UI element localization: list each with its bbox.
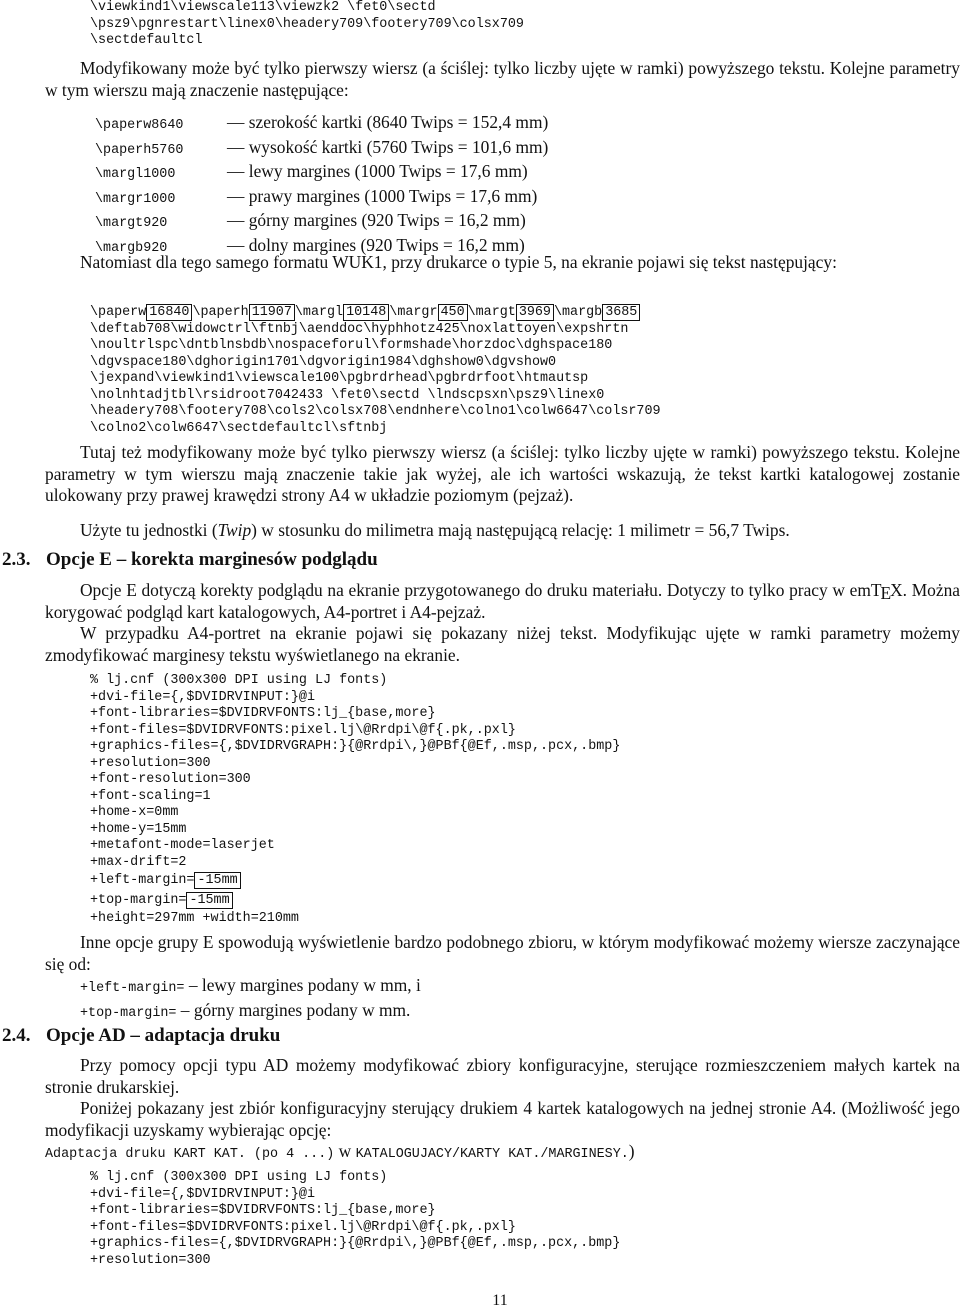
menu-path: KATALOGUJACY/KARTY KAT./MARGINESY.	[355, 1147, 629, 1163]
boxed-value: 3969	[516, 304, 554, 321]
code-line: \deftab708\widowctrl\ftnbj\aenddoc\hyphhotz425\noxlattoyen\expshrtn	[90, 321, 629, 337]
code-line: +font-libraries=$DVIDRVFONTS:lj_{base,more}	[90, 706, 436, 721]
paragraph-text: Użyte tu jednostki (	[80, 520, 218, 540]
option-key: +top-margin=	[80, 1005, 177, 1021]
parameter-row	[95, 186, 548, 211]
option-desc: – lewy margines podany w mm, i	[184, 975, 421, 995]
section-number: 2.3.	[2, 549, 31, 570]
boxed-value: 450	[438, 304, 468, 321]
code-line: +metafont-mode=laserjet	[90, 838, 275, 853]
paragraph-text: Przy pomocy opcji typu AD możemy modyfikować zbiory konfiguracyjne, sterujące rozmieszczeniem małych kartek na stronie drukarskiej.	[45, 1055, 960, 1097]
code-line-boxed	[90, 871, 620, 891]
parameter-row	[95, 161, 548, 186]
code-line: % lj.cnf (300x300 DPI using LJ fonts)	[90, 673, 388, 688]
code-line: +resolution=300	[90, 1252, 211, 1268]
code-line: +resolution=300	[90, 755, 211, 771]
boxed-value: 16840	[146, 304, 192, 321]
list-item	[80, 975, 960, 1000]
code-line: +height=297mm +width=210mm	[90, 911, 299, 926]
code-line-boxed	[90, 891, 620, 911]
boxed-value: -15mm	[186, 892, 232, 909]
section-title: Opcje AD – adaptacja druku	[46, 1025, 281, 1046]
parameter-desc: — prawy margines (1000 Twips = 17,6 mm)	[227, 185, 538, 206]
paragraph-text: Poniżej pokazany jest zbiór konfiguracyjny sterujący drukiem 4 kartek katalogowych na jednej stronie A4. (Możliwość jego modyfikacji uzyskamy wybierając opcję:	[45, 1098, 960, 1140]
code-line: +home-x=0mm	[90, 805, 179, 820]
paragraph-wuk1	[45, 252, 960, 274]
paragraph-text: Opcje E dotyczą korekty podglądu na ekranie przygotowanego do druku materiału. Dotyczy to tylko pracy w em	[80, 580, 871, 600]
code-line: +graphics-files={,$DVIDRVGRAPH:}{@Rrdpi\,}@PBf{@Ef,.msp,.pcx,.bmp}	[90, 1236, 621, 1251]
code-line: \jexpand\viewkind1\viewscale100\pgbrdrhead\pgbrdrfoot\htmautsp	[90, 371, 589, 386]
section-heading-2-3	[2, 549, 378, 571]
code-line: +home-y=15mm	[90, 821, 187, 837]
tex-x: X	[890, 580, 903, 600]
paragraph-a4-portrait	[45, 623, 960, 666]
code-block-rtf-header	[90, 0, 524, 50]
option-desc: – górny margines podany w mm.	[176, 999, 411, 1020]
menu-path: Adaptacja druku KART KAT. (po 4 ...)	[45, 1147, 335, 1163]
code-line: +font-files=$DVIDRVFONTS:pixel.lj\@Rrdpi\@f{.pk,.pxl}	[90, 722, 516, 738]
paragraph-options-ad	[45, 1055, 960, 1098]
paragraph-text: )	[628, 1141, 635, 1162]
parameter-row	[95, 210, 548, 235]
paragraph-other-options	[45, 932, 960, 975]
code-line: \colno2\colw6647\sectdefaultcl\sftnbj	[90, 420, 388, 436]
code-key: +left-margin=	[90, 873, 195, 888]
parameter-desc: — dolny margines (920 Twips = 16,2 mm)	[227, 234, 525, 255]
code-key: \margl	[294, 305, 344, 320]
parameter-desc: — górny margines (920 Twips = 16,2 mm)	[227, 210, 526, 231]
boxed-value: -15mm	[194, 872, 240, 889]
paragraph-explanation	[45, 442, 960, 507]
twip-term: Twip	[217, 520, 252, 540]
boxed-value: 3685	[602, 304, 640, 321]
parameter-key: \margl1000	[95, 167, 176, 183]
code-line: % lj.cnf (300x300 DPI using LJ fonts)	[90, 1170, 388, 1185]
paragraph-text: Natomiast dla tego samego formatu WUK1, przy drukarce o typie 5, na ekranie pojawi się tekst następujący:	[80, 252, 837, 272]
parameter-desc: — wysokość kartki (5760 Twips = 101,6 mm)	[227, 136, 549, 157]
section-heading-2-4	[2, 1025, 280, 1047]
paragraph-options-e	[45, 580, 960, 623]
paragraph-config-file	[45, 1098, 960, 1166]
paragraph-intro	[45, 58, 960, 101]
code-line: +max-drift=2	[90, 854, 187, 870]
code-key: \margt	[467, 305, 516, 320]
paragraph-text: Tutaj też modyfikowany może być tylko pierwszy wiersz (a ściślej: tylko liczby ujęte w ramki) powyższego tekstu. Kolejne parametry w tym wierszu mają znaczenie takie jak wyżej, ale ich wartości wskazują, że tekst kartki katalogowej zostanie ulokowany przy prawej krawędzi strony A4 w układzie poziomym (pejzaż).	[45, 442, 960, 506]
paragraph-text: w	[334, 1141, 356, 1162]
parameter-key: \margb920	[95, 240, 168, 256]
code-line: \sectdefaultcl	[90, 33, 203, 48]
tex-e: E	[880, 583, 892, 603]
code-key: \margb	[553, 305, 603, 320]
parameter-desc: — lewy margines (1000 Twips = 17,6 mm)	[227, 161, 528, 182]
code-line-boxed	[90, 305, 661, 322]
code-line: \nolnhtadjtbl\rsidroot7042433 \fet0\sectd \lndscpsxn\psz9\linex0	[90, 387, 605, 403]
paragraph-text: . Można korygować podgląd kart katalogowych, A4-portret i A4-pejzaż.	[45, 580, 960, 622]
paragraph-text: ) w stosunku do milimetra mają następującą relację: 1 milimetr = 56,7 Twips.	[251, 520, 790, 540]
list-item	[80, 1000, 960, 1025]
code-line: +font-scaling=1	[90, 788, 211, 804]
page-number: 11	[492, 1292, 508, 1309]
parameter-key: \paperh5760	[95, 142, 184, 158]
option-key: +left-margin=	[80, 981, 185, 996]
code-line: +font-files=$DVIDRVFONTS:pixel.lj\@Rrdpi\@f{.pk,.pxl}	[90, 1219, 516, 1235]
parameter-row	[95, 112, 548, 137]
code-block-lj-cnf-4	[90, 1170, 620, 1269]
paragraph-text: W przypadku A4-portret na ekranie pojawi się pokazany niżej tekst. Modyfikując ujęte w ramki parametry możemy zmodyfikować marginesy tekstu wyświetlanego na ekranie.	[45, 623, 960, 665]
boxed-value: 10148	[343, 304, 389, 321]
tex-t: T	[870, 580, 882, 600]
boxed-value: 11907	[249, 304, 295, 321]
margin-options-list	[80, 975, 960, 1024]
code-line: +font-libraries=$DVIDRVFONTS:lj_{base,more}	[90, 1203, 436, 1218]
code-line: +graphics-files={,$DVIDRVGRAPH:}{@Rrdpi\,}@PBf{@Ef,.msp,.pcx,.bmp}	[90, 739, 621, 754]
parameter-list	[95, 112, 548, 260]
section-number: 2.4.	[2, 1025, 31, 1046]
parameter-key: \margr1000	[95, 191, 176, 207]
code-line: +dvi-file={,$DVIDRVINPUT:}@i	[90, 1186, 315, 1202]
parameter-key: \margt920	[95, 216, 168, 232]
parameter-desc: — szerokość kartki (8640 Twips = 152,4 mm)	[227, 112, 549, 132]
code-line: +font-resolution=300	[90, 772, 251, 787]
code-key: \paperw	[90, 305, 147, 320]
code-key: +top-margin=	[90, 893, 187, 908]
paragraph-text: Inne opcje grupy E spowodują wyświetlenie bardzo podobnego zbioru, w którym modyfikować możemy wiersze zaczynające się od:	[45, 932, 960, 974]
parameter-key: \paperw8640	[95, 118, 184, 133]
code-line: \viewkind1\viewscale113\viewzk2 \fet0\sectd	[90, 0, 436, 15]
code-line: \psz9\pgnrestart\linex0\headery709\footery709\colsx709	[90, 16, 524, 32]
code-block-lj-cnf	[90, 673, 620, 928]
code-line: \headery708\footery708\cols2\colsx708\endnhere\colno1\colw6647\colsr709	[90, 404, 661, 419]
paragraph-text: Modyfikowany może być tylko pierwszy wiersz (a ściślej: tylko liczby ujęte w ramki) powyższego tekstu. Kolejne parametry w tym wierszu mają znaczenie następujące:	[45, 58, 960, 100]
parameter-row	[95, 137, 548, 162]
paragraph-twip	[45, 520, 960, 542]
code-line: \noultrlspc\dntblnsbdb\nospaceforul\formshade\horzdoc\dghspace180	[90, 338, 613, 353]
code-key: \paperh	[192, 305, 249, 320]
code-line: +dvi-file={,$DVIDRVINPUT:}@i	[90, 689, 315, 705]
code-line: \dgvspace180\dghorigin1701\dgvorigin1984\dghshow0\dgvshow0	[90, 354, 557, 370]
code-block-rtf-wuk1	[90, 305, 661, 437]
code-key: \margr	[389, 305, 438, 320]
section-title: Opcje E – korekta marginesów podglądu	[46, 549, 378, 570]
